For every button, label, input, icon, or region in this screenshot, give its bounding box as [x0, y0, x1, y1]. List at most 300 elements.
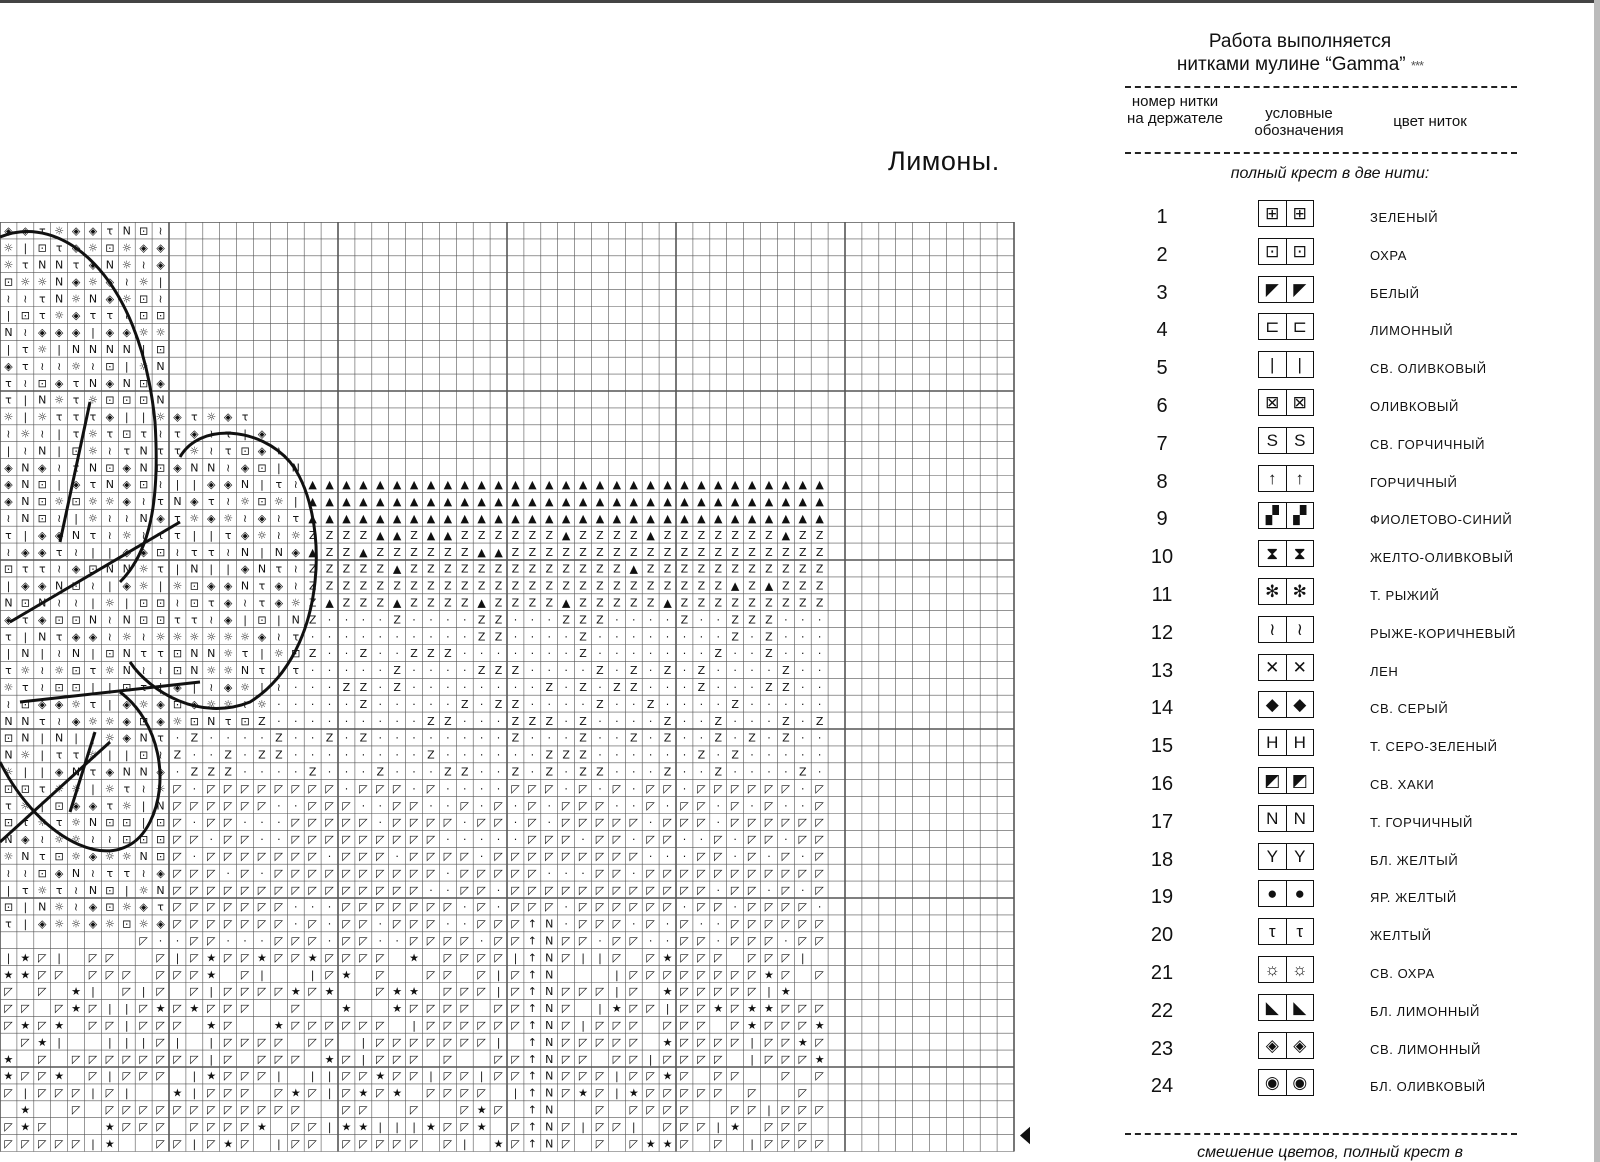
- svg-text:τ: τ: [140, 647, 147, 661]
- svg-text:◸: ◸: [561, 816, 571, 830]
- svg-text:|: |: [141, 816, 146, 830]
- svg-text:N: N: [4, 326, 13, 340]
- svg-text:▲: ▲: [342, 511, 351, 525]
- svg-text:·: ·: [564, 917, 568, 931]
- svg-text:|: |: [631, 1120, 636, 1134]
- svg-text:◸: ◸: [680, 1052, 689, 1066]
- svg-text:N: N: [55, 258, 64, 272]
- svg-text:·: ·: [496, 782, 501, 796]
- svg-text:◸: ◸: [764, 816, 774, 830]
- svg-text:▲: ▲: [646, 478, 655, 492]
- svg-text:Z: Z: [325, 579, 334, 593]
- svg-text:◈: ◈: [223, 478, 233, 492]
- svg-text:☼: ☼: [121, 528, 132, 542]
- svg-text:☼: ☼: [37, 410, 48, 424]
- svg-text:τ: τ: [157, 562, 164, 576]
- svg-text:☼: ☼: [3, 410, 14, 424]
- svg-text:⊡: ⊡: [155, 833, 166, 847]
- svg-text:·: ·: [463, 782, 467, 796]
- svg-text:◸: ◸: [730, 883, 740, 897]
- svg-text:·: ·: [446, 731, 450, 745]
- svg-text:≀: ≀: [276, 444, 281, 458]
- svg-text:Z: Z: [460, 579, 469, 593]
- lightning-icon: ◣: [1265, 997, 1279, 1017]
- svg-text:|: |: [260, 545, 264, 559]
- svg-text:|: |: [716, 1120, 721, 1134]
- svg-text:◈: ◈: [122, 697, 131, 711]
- svg-text:N: N: [55, 275, 64, 289]
- svg-text:Z: Z: [359, 680, 368, 694]
- svg-text:|: |: [614, 985, 619, 999]
- svg-text:◸: ◸: [697, 1120, 706, 1134]
- legend-color-name: БЛ. ЛИМОННЫЙ: [1370, 1003, 1480, 1019]
- svg-text:|: |: [412, 1120, 416, 1134]
- svg-text:·: ·: [767, 849, 771, 863]
- svg-text:◸: ◸: [122, 1069, 131, 1083]
- svg-text:·: ·: [429, 765, 433, 779]
- svg-text:◸: ◸: [392, 1052, 402, 1066]
- svg-text:☼: ☼: [138, 359, 149, 373]
- svg-text:Z: Z: [629, 680, 638, 694]
- svg-text:τ: τ: [5, 664, 12, 678]
- svg-text:≀: ≀: [6, 427, 11, 441]
- svg-text:◸: ◸: [173, 883, 182, 897]
- svg-text:◸: ◸: [815, 816, 824, 830]
- svg-text:◸: ◸: [629, 934, 638, 948]
- svg-text:◸: ◸: [71, 1103, 81, 1117]
- svg-text:◈: ◈: [139, 900, 148, 914]
- svg-text:★: ★: [409, 951, 419, 965]
- svg-text:◸: ◸: [629, 985, 638, 999]
- svg-text:◸: ◸: [798, 934, 807, 948]
- svg-text:◸: ◸: [308, 866, 317, 880]
- svg-text:Z: Z: [748, 545, 756, 559]
- svg-text:Z: Z: [579, 630, 587, 644]
- svg-text:≀: ≀: [73, 900, 79, 914]
- svg-text:|: |: [40, 731, 45, 745]
- svg-text:·: ·: [716, 664, 720, 678]
- svg-text:☼: ☼: [88, 714, 98, 728]
- svg-text:◈: ◈: [38, 326, 47, 340]
- svg-text:◸: ◸: [359, 782, 368, 796]
- svg-text:≀: ≀: [209, 427, 214, 441]
- legend-symbol-box: [1258, 616, 1314, 643]
- svg-text:◸: ◸: [88, 1018, 98, 1032]
- svg-text:◈: ◈: [38, 917, 47, 931]
- triangle-corner-icon: ◤: [1265, 279, 1279, 299]
- svg-text:≀: ≀: [107, 833, 112, 847]
- svg-text:Z: Z: [680, 528, 689, 542]
- svg-text:◸: ◸: [325, 782, 334, 796]
- svg-text:◸: ◸: [409, 799, 419, 813]
- svg-text:▲: ▲: [511, 478, 520, 492]
- svg-text:◸: ◸: [359, 934, 368, 948]
- svg-text:τ: τ: [72, 461, 80, 475]
- svg-text:☼: ☼: [121, 258, 132, 272]
- svg-text:·: ·: [665, 613, 670, 627]
- svg-text:≀: ≀: [226, 461, 231, 475]
- svg-text:·: ·: [513, 630, 518, 644]
- svg-text:▲: ▲: [561, 596, 571, 610]
- svg-text:▲: ▲: [376, 528, 385, 542]
- svg-text:★: ★: [611, 1002, 622, 1016]
- svg-text:☼: ☼: [3, 849, 14, 863]
- svg-text:·: ·: [277, 833, 281, 847]
- svg-text:Z: Z: [748, 731, 756, 745]
- svg-text:◸: ◸: [528, 816, 537, 830]
- svg-text:·: ·: [564, 782, 568, 796]
- svg-text:·: ·: [767, 765, 771, 779]
- svg-text:◸: ◸: [88, 1052, 98, 1066]
- svg-text:Z: Z: [714, 647, 723, 661]
- svg-text:☼: ☼: [273, 495, 284, 509]
- svg-text:◸: ◸: [578, 1052, 588, 1066]
- svg-text:◸: ◸: [308, 1035, 317, 1049]
- svg-text:◈: ◈: [21, 545, 30, 559]
- legend-color-name: СВ. ОЛИВКОВЫЙ: [1370, 361, 1487, 377]
- svg-text:|: |: [581, 1120, 585, 1134]
- hourglass-icon: ⧗: [1286, 541, 1314, 566]
- svg-text:◈: ◈: [21, 224, 30, 238]
- legend-number: 19: [1150, 886, 1174, 909]
- svg-text:◈: ◈: [4, 613, 13, 627]
- svg-text:·: ·: [615, 799, 619, 813]
- svg-text:◸: ◸: [798, 917, 807, 931]
- svg-text:≀: ≀: [141, 664, 146, 678]
- svg-text:·: ·: [632, 630, 636, 644]
- svg-text:◸: ◸: [663, 833, 672, 847]
- svg-text:·: ·: [682, 731, 687, 745]
- svg-text:◈: ◈: [71, 562, 81, 576]
- svg-text:≀: ≀: [141, 528, 146, 542]
- svg-text:◸: ◸: [730, 934, 740, 948]
- svg-text:Z: Z: [460, 596, 469, 610]
- svg-text:◸: ◸: [21, 1137, 30, 1151]
- svg-text:⊡: ⊡: [105, 461, 115, 475]
- svg-text:◸: ◸: [646, 833, 655, 847]
- svg-text:·: ·: [530, 748, 535, 762]
- square-dot-icon: ⊡: [1265, 241, 1280, 261]
- svg-text:☼: ☼: [121, 799, 132, 813]
- svg-text:Z: Z: [697, 528, 706, 542]
- svg-text:◸: ◸: [240, 951, 250, 965]
- svg-text:◸: ◸: [663, 782, 672, 796]
- svg-text:◸: ◸: [54, 1086, 64, 1100]
- svg-text:◸: ◸: [359, 866, 368, 880]
- svg-text:N: N: [55, 731, 64, 745]
- svg-text:◸: ◸: [646, 883, 655, 897]
- svg-text:◸: ◸: [781, 900, 791, 914]
- svg-text:▲: ▲: [359, 495, 368, 509]
- svg-text:Z: Z: [359, 579, 368, 593]
- svg-text:·: ·: [716, 613, 720, 627]
- svg-text:◸: ◸: [342, 917, 351, 931]
- quality-stars: ***: [1410, 58, 1424, 73]
- svg-text:|: |: [40, 765, 45, 779]
- svg-text:τ: τ: [258, 579, 266, 593]
- svg-text:|: |: [310, 1069, 315, 1083]
- svg-text:◈: ◈: [156, 765, 165, 779]
- svg-text:▲: ▲: [629, 562, 638, 576]
- svg-text:Z: Z: [224, 765, 232, 779]
- svg-text:·: ·: [530, 765, 535, 779]
- svg-text:◈: ◈: [71, 714, 81, 728]
- bold-n-icon: N: [1286, 806, 1314, 831]
- svg-text:≀: ≀: [158, 224, 163, 238]
- svg-text:·: ·: [801, 782, 805, 796]
- svg-text:▲: ▲: [308, 495, 317, 509]
- svg-text:·: ·: [226, 731, 230, 745]
- svg-text:▲: ▲: [747, 495, 757, 509]
- svg-text:N: N: [4, 596, 13, 610]
- svg-text:◸: ◸: [680, 1103, 689, 1117]
- svg-text:·: ·: [530, 664, 535, 678]
- svg-text:Z: Z: [782, 680, 790, 694]
- svg-text:·: ·: [446, 630, 450, 644]
- svg-text:☼: ☼: [138, 579, 149, 593]
- svg-text:≀: ≀: [23, 292, 28, 306]
- svg-text:◸: ◸: [190, 883, 199, 897]
- svg-text:Z: Z: [697, 579, 706, 593]
- svg-text:◸: ◸: [240, 1137, 250, 1151]
- svg-text:◸: ◸: [460, 1103, 469, 1117]
- svg-text:·: ·: [378, 647, 382, 661]
- svg-text:Z: Z: [444, 596, 452, 610]
- svg-text:☼: ☼: [138, 697, 149, 711]
- svg-text:·: ·: [446, 613, 450, 627]
- svg-text:☼: ☼: [54, 393, 65, 407]
- svg-text:·: ·: [412, 731, 416, 745]
- svg-text:N: N: [190, 647, 199, 661]
- svg-text:◸: ◸: [764, 799, 774, 813]
- svg-text:◸: ◸: [460, 1086, 469, 1100]
- svg-text:◸: ◸: [325, 1035, 334, 1049]
- legend-color-name: Т. РЫЖИЙ: [1370, 588, 1440, 603]
- svg-text:⊡: ⊡: [291, 647, 301, 661]
- svg-text:◸: ◸: [443, 1018, 453, 1032]
- svg-text:☼: ☼: [37, 883, 48, 897]
- svg-text:◸: ◸: [190, 1103, 199, 1117]
- svg-text:◸: ◸: [223, 782, 233, 796]
- svg-text:◈: ◈: [105, 410, 115, 424]
- svg-text:◸: ◸: [392, 1035, 402, 1049]
- svg-text:N: N: [139, 444, 148, 458]
- svg-text:Z: Z: [579, 731, 587, 745]
- legend-row: [1140, 956, 1540, 994]
- svg-text:▲: ▲: [426, 478, 436, 492]
- svg-text:·: ·: [750, 714, 754, 728]
- svg-text:·: ·: [412, 664, 416, 678]
- svg-text:N: N: [4, 748, 13, 762]
- svg-text:τ: τ: [106, 309, 114, 323]
- svg-text:Z: Z: [494, 613, 503, 627]
- svg-text:|: |: [192, 1069, 197, 1083]
- svg-text:◸: ◸: [240, 782, 250, 796]
- svg-text:·: ·: [395, 934, 399, 948]
- svg-text:★: ★: [324, 1052, 335, 1066]
- svg-text:◈: ◈: [105, 292, 115, 306]
- svg-text:☼: ☼: [121, 900, 132, 914]
- svg-text:·: ·: [817, 680, 822, 694]
- svg-text:·: ·: [615, 731, 619, 745]
- legend-color-name: ФИОЛЕТОВО-СИНИЙ: [1370, 512, 1513, 528]
- svg-text:★: ★: [71, 985, 81, 999]
- svg-text:Z: Z: [427, 545, 435, 559]
- svg-text:N: N: [156, 359, 165, 373]
- svg-text:◸: ◸: [730, 1035, 740, 1049]
- legend-row: [1140, 313, 1540, 351]
- arrow-up-icon: ↑: [1268, 468, 1277, 488]
- cross-stitch-pattern-grid: [0, 222, 1030, 1162]
- svg-text:◸: ◸: [798, 1120, 807, 1134]
- svg-text:◸: ◸: [291, 833, 300, 847]
- svg-text:◸: ◸: [139, 1002, 148, 1016]
- svg-text:·: ·: [699, 765, 704, 779]
- svg-text:☼: ☼: [172, 630, 183, 644]
- svg-text:◸: ◸: [122, 1120, 131, 1134]
- svg-text:·: ·: [446, 799, 450, 813]
- svg-text:·: ·: [327, 748, 332, 762]
- svg-text:Z: Z: [494, 630, 503, 644]
- svg-text:·: ·: [530, 630, 535, 644]
- svg-text:◸: ◸: [511, 1052, 520, 1066]
- svg-text:·: ·: [412, 748, 416, 762]
- svg-text:☼: ☼: [189, 444, 200, 458]
- svg-text:·: ·: [463, 917, 467, 931]
- svg-text:▲: ▲: [764, 511, 774, 525]
- svg-text:☼: ☼: [3, 680, 14, 694]
- svg-text:▲: ▲: [477, 596, 486, 610]
- svg-text:◸: ◸: [207, 900, 216, 914]
- svg-text:◸: ◸: [54, 1137, 64, 1151]
- svg-text:τ: τ: [123, 444, 131, 458]
- svg-text:◸: ◸: [325, 951, 334, 965]
- svg-text:|: |: [192, 1086, 197, 1100]
- svg-text:◸: ◸: [798, 1137, 807, 1151]
- svg-text:◸: ◸: [629, 1052, 638, 1066]
- svg-text:◸: ◸: [781, 951, 791, 965]
- svg-text:|: |: [175, 562, 180, 576]
- svg-text:·: ·: [260, 833, 264, 847]
- page-binding-edge: [1594, 0, 1600, 1162]
- svg-text:·: ·: [158, 934, 163, 948]
- svg-text:◸: ◸: [764, 782, 774, 796]
- svg-text:·: ·: [665, 799, 670, 813]
- svg-text:◸: ◸: [274, 951, 284, 965]
- svg-text:◸: ◸: [595, 1103, 605, 1117]
- svg-text:|: |: [192, 478, 197, 492]
- svg-text:|: |: [276, 664, 281, 678]
- svg-text:↑: ↑: [527, 917, 537, 931]
- svg-text:▲: ▲: [663, 511, 672, 525]
- svg-text:☼: ☼: [71, 833, 81, 847]
- svg-text:Z: Z: [275, 731, 283, 745]
- svg-text:◸: ◸: [156, 1069, 165, 1083]
- svg-text:|: |: [750, 1137, 754, 1151]
- svg-text:★: ★: [392, 1086, 403, 1100]
- svg-text:Z: Z: [646, 596, 655, 610]
- svg-text:⊡: ⊡: [105, 647, 115, 661]
- svg-text:τ: τ: [224, 714, 232, 728]
- svg-text:◸: ◸: [798, 816, 807, 830]
- svg-text:◸: ◸: [443, 1120, 453, 1134]
- svg-text:☼: ☼: [290, 528, 301, 542]
- svg-text:τ: τ: [38, 849, 46, 863]
- svg-text:☼: ☼: [54, 664, 65, 678]
- svg-text:◸: ◸: [595, 917, 605, 931]
- svg-text:◸: ◸: [612, 934, 622, 948]
- svg-text:◸: ◸: [38, 951, 47, 965]
- svg-text:◸: ◸: [359, 883, 368, 897]
- svg-text:◈: ◈: [71, 275, 81, 289]
- svg-text:|: |: [91, 596, 95, 610]
- svg-text:Z: Z: [765, 647, 773, 661]
- svg-text:◸: ◸: [376, 782, 385, 796]
- svg-text:·: ·: [581, 833, 585, 847]
- svg-text:·: ·: [412, 613, 416, 627]
- svg-text:▲: ▲: [764, 478, 774, 492]
- svg-text:τ: τ: [241, 410, 249, 424]
- svg-text:·: ·: [665, 748, 670, 762]
- svg-text:·: ·: [598, 782, 602, 796]
- svg-text:◸: ◸: [376, 951, 385, 965]
- svg-text:τ: τ: [22, 342, 29, 356]
- svg-text:|: |: [614, 968, 619, 982]
- svg-text:↑: ↑: [527, 1035, 537, 1049]
- legend-number: 8: [1156, 470, 1168, 493]
- square-x-icon: ⊠: [1286, 390, 1314, 415]
- svg-text:N: N: [190, 562, 199, 576]
- svg-text:·: ·: [665, 849, 670, 863]
- svg-text:◸: ◸: [815, 1035, 824, 1049]
- svg-text:◸: ◸: [308, 1086, 317, 1100]
- svg-text:◸: ◸: [646, 782, 655, 796]
- svg-text:Z: Z: [815, 528, 824, 542]
- legend-row: [1140, 200, 1540, 238]
- svg-text:▲: ▲: [325, 478, 334, 492]
- svg-text:Z: Z: [613, 680, 621, 694]
- svg-text:★: ★: [290, 985, 301, 999]
- svg-text:☼: ☼: [172, 579, 183, 593]
- svg-text:◸: ◸: [764, 900, 774, 914]
- svg-text:≀: ≀: [124, 511, 129, 525]
- svg-text:Z: Z: [765, 680, 773, 694]
- svg-text:|: |: [6, 444, 11, 458]
- svg-text:◸: ◸: [426, 782, 436, 796]
- svg-text:◈: ◈: [207, 579, 216, 593]
- legend-number: 7: [1156, 432, 1168, 455]
- svg-text:·: ·: [496, 680, 501, 694]
- svg-text:≀: ≀: [276, 511, 281, 525]
- svg-text:◸: ◸: [342, 1103, 351, 1117]
- svg-text:·: ·: [327, 647, 332, 661]
- svg-text:·: ·: [277, 697, 281, 711]
- svg-text:☼: ☼: [189, 630, 200, 644]
- svg-text:◸: ◸: [697, 1035, 706, 1049]
- svg-text:·: ·: [648, 748, 653, 762]
- svg-text:◈: ◈: [257, 511, 267, 525]
- svg-text:▲: ▲: [308, 545, 317, 559]
- svg-text:τ: τ: [89, 309, 97, 323]
- svg-text:◸: ◸: [714, 1035, 723, 1049]
- svg-text:◸: ◸: [629, 1035, 638, 1049]
- svg-text:▲: ▲: [409, 511, 419, 525]
- svg-text:☼: ☼: [20, 799, 31, 813]
- svg-text:·: ·: [378, 680, 382, 694]
- svg-text:◸: ◸: [392, 833, 402, 847]
- svg-text:☼: ☼: [172, 714, 183, 728]
- svg-text:◸: ◸: [815, 1103, 824, 1117]
